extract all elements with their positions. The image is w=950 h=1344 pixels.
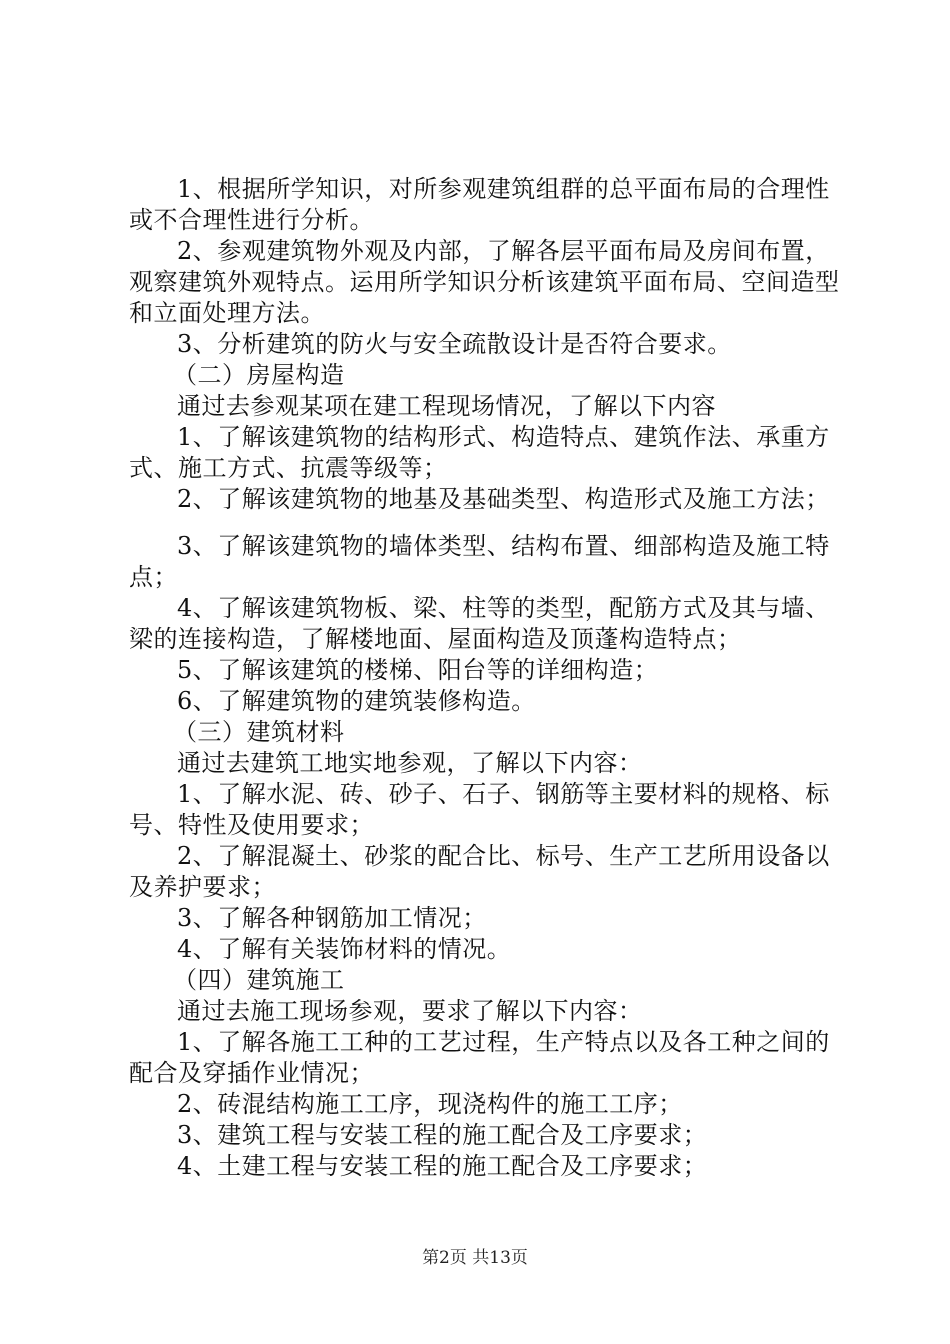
paragraph-item-14: 1、了解各施工工种的工艺过程，生产特点以及各工种之间的配合及穿插作业情况；: [129, 1028, 830, 1087]
section-intro: 通过去建筑工地实地参观，了解以下内容：: [177, 749, 643, 777]
paragraph-item-1: 1、根据所学知识，对所参观建筑组群的总平面布局的合理性或不合理性进行分析。: [129, 175, 830, 234]
section-heading-building-materials: （三）建筑材料: [173, 718, 345, 746]
paragraph-item-5: 2、了解该建筑物的地基及基础类型、构造形式及施工方法；: [177, 485, 830, 513]
paragraph-item-17: 4、土建工程与安装工程的施工配合及工序要求；: [177, 1152, 708, 1180]
paragraph-item-3: 3、分析建筑的防火与安全疏散设计是否符合要求。: [177, 330, 732, 358]
section-heading-building-construction: （四）建筑施工: [173, 966, 345, 994]
paragraph-item-13: 4、了解有关装饰材料的情况。: [177, 935, 512, 963]
page-number-footer: 第2页 共13页: [422, 1248, 528, 1268]
paragraph-item-16: 3、建筑工程与安装工程的施工配合及工序要求；: [177, 1121, 708, 1149]
paragraph-item-10: 1、了解水泥、砖、砂子、石子、钢筋等主要材料的规格、标号、特性及使用要求；: [129, 780, 830, 839]
paragraph-item-11: 2、了解混凝土、砂浆的配合比、标号、生产工艺所用设备以及养护要求；: [129, 842, 830, 901]
paragraph-item-4: 1、了解该建筑物的结构形式、构造特点、建筑作法、承重方式、施工方式、抗震等级等；: [129, 423, 830, 482]
paragraph-item-12: 3、了解各种钢筋加工情况；: [177, 904, 487, 932]
paragraph-item-8: 5、了解该建筑的楼梯、阳台等的详细构造；: [177, 656, 659, 684]
paragraph-item-2: 2、参观建筑物外观及内部，了解各层平面布局及房间布置，观察建筑外观特点。运用所学知识分析该建筑平面布局、空间造型和立面处理方法。: [129, 237, 840, 327]
paragraph-item-15: 2、砖混结构施工工序，现浇构件的施工工序；: [177, 1090, 683, 1118]
paragraph-item-9: 6、了解建筑物的建筑装修构造。: [177, 687, 536, 715]
paragraph-item-6: 3、了解该建筑物的墙体类型、结构布置、细部构造及施工特点；: [129, 532, 830, 591]
paragraph-spacer: [129, 515, 845, 531]
document-body: [129, 174, 845, 1182]
section-intro: 通过去施工现场参观，要求了解以下内容：: [177, 997, 643, 1025]
section-heading-housing-construction: （二）房屋构造: [173, 361, 345, 389]
paragraph-item-7: 4、了解该建筑物板、梁、柱等的类型，配筋方式及其与墙、梁的连接构造，了解楼地面、屋面构造及顶蓬构造特点；: [129, 594, 830, 653]
section-intro: 通过去参观某项在建工程现场情况，了解以下内容: [177, 392, 716, 420]
